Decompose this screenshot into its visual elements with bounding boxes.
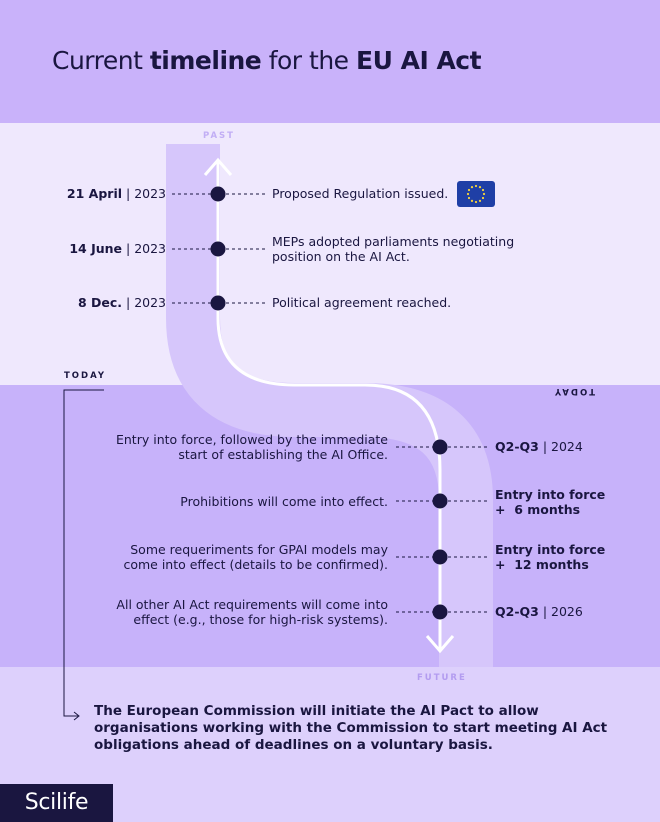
future-event-date: Q2-Q3 | 2024 xyxy=(495,439,583,454)
timeline-dot xyxy=(433,440,448,455)
timeline-dot xyxy=(433,494,448,509)
future-event-description: Some requeriments for GPAI models may come into effect (details to be confirmed). xyxy=(123,542,388,572)
scilife-logo: Scilife xyxy=(0,784,113,822)
timeline-dot xyxy=(433,605,448,620)
timeline-dot xyxy=(211,187,226,202)
past-event-date: 8 Dec. | 2023 xyxy=(77,295,166,310)
future-event-date: Entry into force + 12 months xyxy=(495,542,606,572)
future-label: FUTURE xyxy=(417,673,467,683)
today-bracket xyxy=(64,390,104,716)
ai-pact-note: The European Commission will initiate the AI Pact to allow organisations working with the Commission to start meeting AI Act obligations ahead of deadlines on a voluntary basis. xyxy=(94,703,608,753)
page-title: Current timeline for the EU AI Act xyxy=(52,46,482,75)
timeline-dot xyxy=(433,550,448,565)
past-event-date: 14 June | 2023 xyxy=(69,241,166,256)
today-label: TODAY xyxy=(64,371,106,381)
past-event-description: Proposed Regulation issued. xyxy=(272,186,449,201)
past-label: PAST xyxy=(203,131,235,141)
timeline-dot xyxy=(211,242,226,257)
past-event-description: Political agreement reached. xyxy=(272,295,452,310)
today-label-flipped: TODAY xyxy=(553,386,595,396)
road-band xyxy=(193,144,466,667)
future-event-date: Entry into force + 6 months xyxy=(495,487,606,517)
future-event-description: Prohibitions will come into effect. xyxy=(180,494,388,509)
future-event-description: All other AI Act requirements will come into effect (e.g., those for high-risk systems). xyxy=(116,597,388,627)
future-event-description: Entry into force, followed by the immediate start of establishing the AI Office. xyxy=(115,432,388,462)
past-event-description: MEPs adopted parliaments negotiating position on the AI Act. xyxy=(272,234,515,264)
past-event-date: 21 April | 2023 xyxy=(66,186,166,201)
timeline-dot xyxy=(211,296,226,311)
future-event-date: Q2-Q3 | 2026 xyxy=(495,604,583,619)
eu-flag-icon xyxy=(457,181,495,207)
